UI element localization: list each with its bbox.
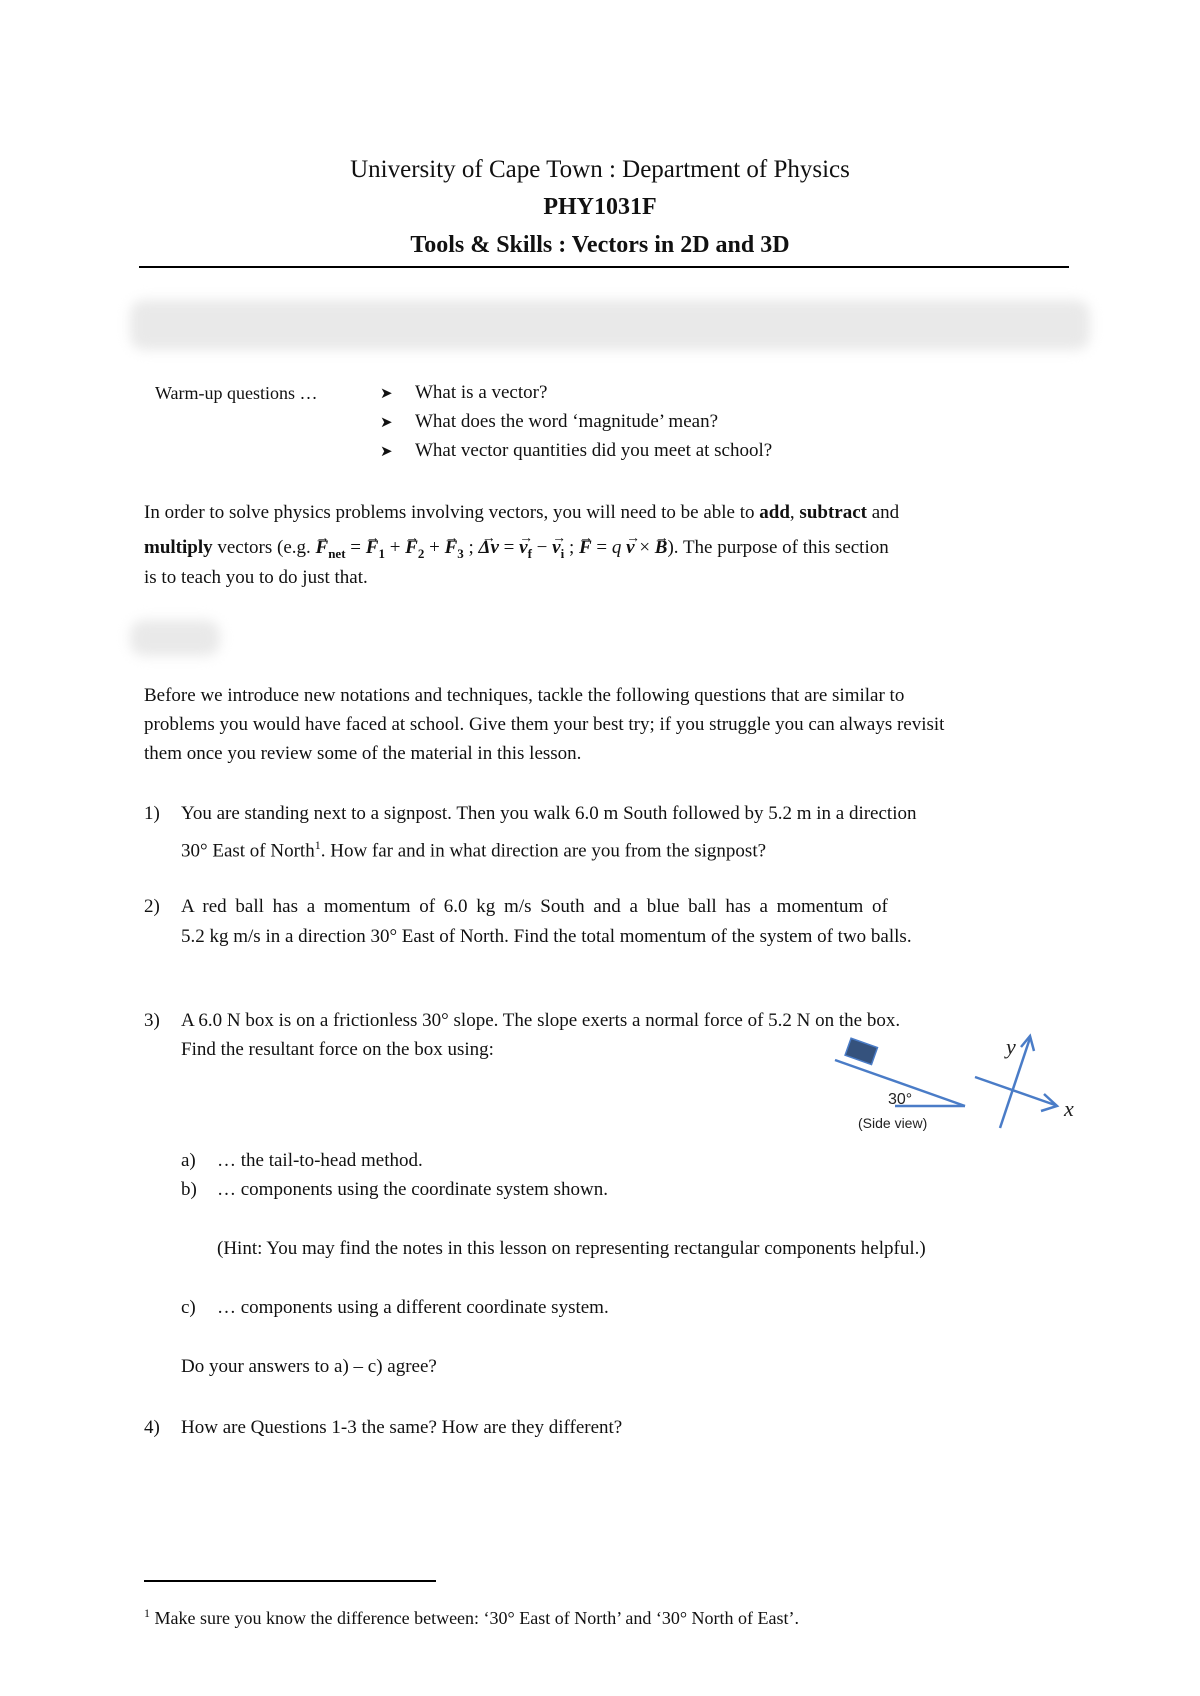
redacted-area-small [130,620,220,656]
document-title: Tools & Skills : Vectors in 2D and 3D [410,232,790,258]
q3-hint: (Hint: You may find the notes in this lesson on representing rectangular components helpful.) [217,1238,926,1259]
q2-line2: 5.2 kg m/s in a direction 30° East of North. Find the total momentum of the system of two balls. [181,926,912,947]
q1-line2: 30° East of North$^1$. How far and in what direction are you from the signpost? [181,838,767,862]
q3-part-a: … the tail-to-head method. [217,1150,423,1171]
bullet-arrow-icon: ➤ [380,386,393,402]
before-line3: them once you review some of the material in this lesson. [144,743,582,764]
x-axis-label: x [1064,1096,1074,1121]
q3-line2: Find the resultant force on the box using: [181,1039,494,1060]
question-number: 4) [144,1417,160,1438]
diagram-caption: (Side view) [858,1115,928,1131]
slope-diagram [830,1030,1090,1150]
before-line1: Before we introduce new notations and techniques, tackle the following questions that are similar to [144,685,905,706]
equation-net-force: → $F_{net}$ = → $F_1$ + → $F_2$ + → $F_3$ ; → Δv = → $v_f$ − → $v_i$ ; → F = q → v × → B [316,537,668,558]
question-number: 2) [144,896,160,917]
warmup-item: What is a vector? [415,382,548,403]
q4-text: How are Questions 1-3 the same? How are they different? [181,1417,623,1438]
bullet-arrow-icon: ➤ [380,415,393,431]
question-number: 1) [144,803,160,824]
warmup-item: What does the word ‘magnitude’ mean? [415,411,719,432]
y-axis-label: y [1006,1034,1016,1059]
warmup-label: Warm-up questions … [155,383,318,403]
header-institution: University of Cape Town : Department of Physics [350,156,850,183]
angle-label: 30° [888,1091,913,1108]
warmup-item: What vector quantities did you meet at school? [415,440,773,461]
question-number: 3) [144,1010,160,1031]
course-code: PHY1031F [543,194,657,220]
intro-line1: In order to solve physics problems involving vectors, you will need to be able to add, subtract and [144,502,900,523]
footnote-mark: 1 [144,1606,150,1620]
redacted-area [130,300,1090,350]
before-line2: problems you would have faced at school. Give them your best try; if you struggle you can always revisit [144,714,945,735]
q3-part-label: a) [181,1150,196,1171]
q3-part-label: b) [181,1179,197,1200]
q3-part-b: … components using the coordinate system shown. [217,1179,609,1200]
footnote-ref: 1 [314,838,321,852]
intro-line2: multiply vectors (e.g. → $F_{net}$ = → $F_1$ + → $F_2$ + → $F_3$ ; → Δv = → $v_f$ − → $v_i$ ; → F = q → v × → B). The purpose of this section [144,533,1074,569]
q3-line1: A 6.0 N box is on a frictionless 30° slope. The slope exerts a normal force of 5.2 N on the box. [181,1010,901,1031]
q3-part-c: … components using a different coordinate system. [217,1297,609,1318]
q3-part-label: c) [181,1297,196,1318]
intro-line3: is to teach you to do just that. [144,567,368,588]
q2-line1: A red ball has a momentum of 6.0 kg m/s South and a blue ball has a momentum of [181,896,888,917]
q3-agree: Do your answers to a) – c) agree? [181,1356,437,1377]
footnote: $^1$ Make sure you know the difference between: ‘30° East of North’ and ‘30° North of East’. [144,1606,800,1628]
footnote-rule [144,1580,436,1582]
box-on-slope [845,1038,877,1064]
header-rule [139,266,1069,268]
bullet-arrow-icon: ➤ [380,444,393,460]
q1-line1: You are standing next to a signpost. Then you walk 6.0 m South followed by 5.2 m in a direction [181,803,917,824]
